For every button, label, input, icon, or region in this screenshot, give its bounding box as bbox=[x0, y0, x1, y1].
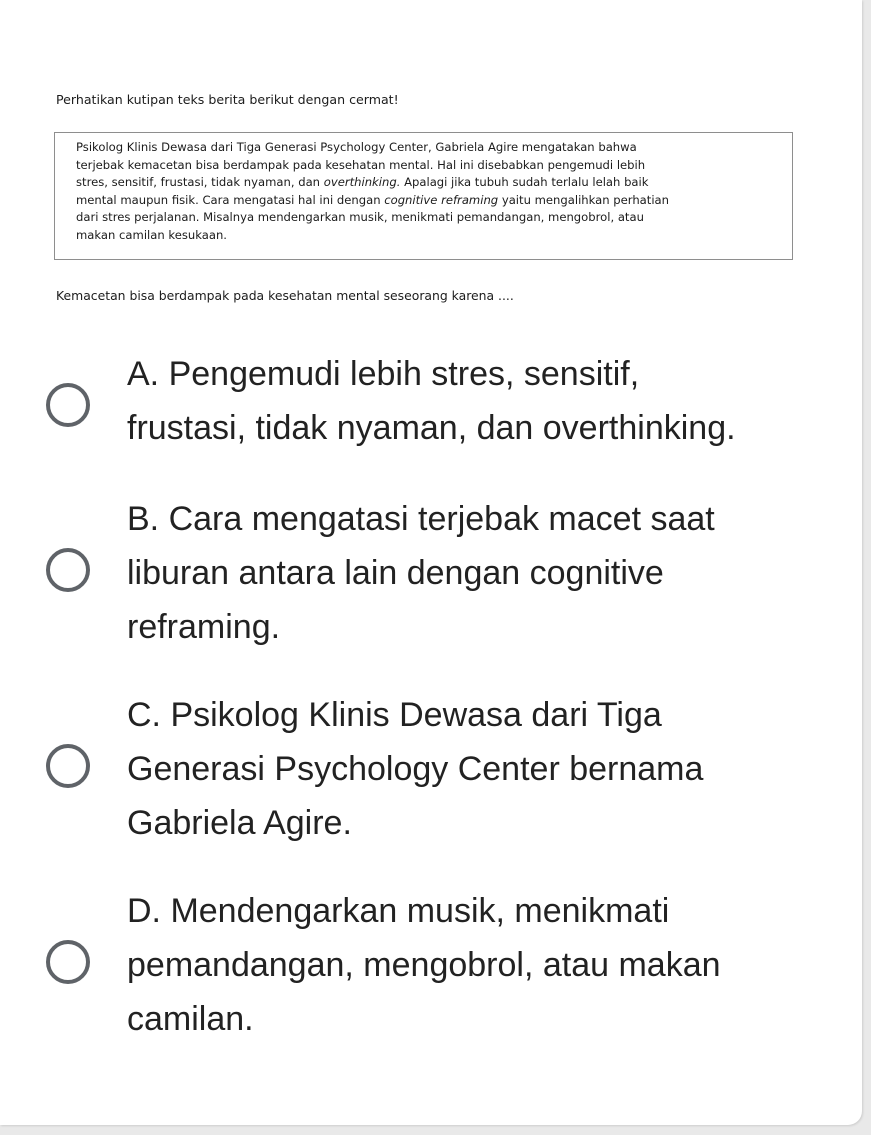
option-c[interactable] bbox=[0, 688, 862, 858]
option-a-label bbox=[127, 347, 817, 455]
passage-text: mental maupun fisik. Cara mengatasi hal ini dengan bbox=[76, 192, 385, 207]
option-d[interactable] bbox=[0, 884, 862, 1054]
option-d-line: D. Mendengarkan musik, menikmati bbox=[127, 892, 670, 930]
question-image bbox=[0, 0, 862, 320]
news-excerpt-box bbox=[54, 132, 793, 260]
option-d-line: pemandangan, mengobrol, atau makan bbox=[127, 946, 721, 984]
passage-text: stres, sensitif, frustasi, tidak nyaman, dan bbox=[76, 175, 324, 190]
option-b-line: reframing. bbox=[127, 608, 281, 646]
radio-button-b[interactable] bbox=[46, 548, 90, 592]
question-prompt: Kemacetan bisa berdampak pada kesehatan mental seseorang karena .... bbox=[56, 288, 514, 303]
radio-button-c[interactable] bbox=[46, 744, 90, 788]
question-instruction: Perhatikan kutipan teks berita berikut dengan cermat! bbox=[56, 92, 399, 107]
passage-line: terjebak kemacetan bisa berdampak pada kesehatan mental. Hal ini disebabkan pengemudi lebih bbox=[76, 157, 646, 172]
passage-line: Psikolog Klinis Dewasa dari Tiga Generasi Psychology Center, Gabriela Agire mengatakan bahwa bbox=[76, 140, 637, 154]
option-a-line: A. Pengemudi lebih stres, sensitif, bbox=[127, 355, 640, 393]
option-c-line: Generasi Psychology Center bernama bbox=[127, 750, 704, 788]
option-d-line: camilan. bbox=[127, 1000, 254, 1038]
passage-italic-term: overthinking. bbox=[323, 175, 401, 190]
passage-line bbox=[76, 174, 792, 192]
option-a-line: frustasi, tidak nyaman, dan overthinking. bbox=[127, 409, 736, 447]
passage-line bbox=[76, 192, 792, 210]
option-c-line: Gabriela Agire. bbox=[127, 804, 352, 842]
option-b-label bbox=[127, 492, 817, 654]
option-b[interactable] bbox=[0, 492, 862, 662]
option-a[interactable] bbox=[0, 345, 862, 465]
passage-text: Apalagi jika tubuh sudah terlalu lelah baik bbox=[400, 175, 649, 190]
radio-button-a[interactable] bbox=[46, 383, 90, 427]
option-d-label bbox=[127, 884, 817, 1046]
passage-line: dari stres perjalanan. Misalnya mendengarkan musik, menikmati pemandangan, mengobrol, atau bbox=[76, 210, 644, 225]
option-c-label bbox=[127, 688, 817, 850]
option-b-line: B. Cara mengatasi terjebak macet saat bbox=[127, 500, 715, 538]
passage-italic-term: cognitive reframing bbox=[384, 192, 499, 207]
passage-line: makan camilan kesukaan. bbox=[76, 227, 227, 242]
option-b-line: liburan antara lain dengan cognitive bbox=[127, 554, 664, 592]
radio-button-d[interactable] bbox=[46, 940, 90, 984]
option-c-line: C. Psikolog Klinis Dewasa dari Tiga bbox=[127, 696, 662, 734]
passage-text: yaitu mengalihkan perhatian bbox=[498, 192, 670, 207]
